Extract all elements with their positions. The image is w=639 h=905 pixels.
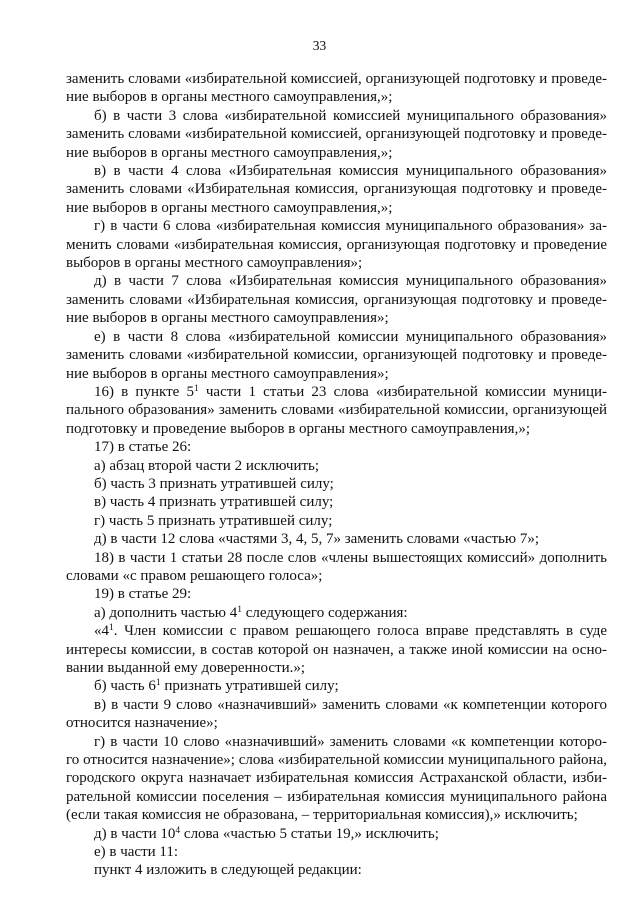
text-line: ние выборов в органы местного самоуправления,»; [66, 199, 393, 216]
document-body [66, 70, 607, 880]
text-line: е) в части 8 слова «избирательной комиссии муниципального образования» [94, 328, 607, 345]
text-line: в) часть 4 признать утратившей силу; [94, 494, 334, 511]
text-line: в) в части 9 слово «назначивший» заменить словами «к компетенции которого [94, 696, 607, 713]
text-line: 18) в части 1 статьи 28 после слов «члены вышестоящих комиссий» дополнить [94, 549, 607, 566]
text-line: вании выданной ему доверенности.»; [66, 660, 306, 676]
text-line: 19) в статье 29: [94, 586, 192, 603]
page-number: 33 [312, 38, 327, 53]
text-line: 17) в статье 26: [94, 439, 192, 456]
text-line: выборов в органы местного самоуправления»; [66, 255, 363, 272]
text-line: г) в части 10 слово «назначивший» заменить словами «к компетенции которо- [94, 733, 607, 750]
superscript-index: 4 [175, 825, 181, 836]
text-line: относится назначение»; [66, 715, 218, 732]
text-line: заменить словами «избирательной комиссией, организующей подготовку и проведе- [66, 71, 607, 87]
text-line: интересы комиссии, в состав которой он назначен, а также иной комиссии на осно- [66, 641, 607, 658]
text-line: «$4^1$. Член комиссии с правом решающего голоса вправе представлять в суде [94, 623, 607, 640]
text-line: б) в части 3 слова «избирательной комиссией муниципального образования» [94, 107, 607, 124]
text-line: заменить словами «Избирательная комиссия, организующая подготовку и проведе- [66, 291, 607, 308]
text-line: а) дополнить частью $4^1$ следующего содержания: [94, 604, 408, 621]
text-line: пункт 4 изложить в следующей редакции: [94, 862, 362, 879]
superscript-index: 1 [193, 383, 199, 394]
text-line: в) в части 4 слова «Избирательная комиссия муниципального образования» [94, 163, 607, 180]
text-line: ние выборов в органы местного самоуправления,»; [66, 144, 393, 161]
text-line: пального образования» заменить словами «избирательной комиссии, организующей [66, 402, 607, 419]
text-line: д) в части $10^4$ слова «частью 5 статьи 19,» исключить; [94, 825, 439, 842]
text-line: г) в части 6 слова «избирательная комиссия муниципального образования» за- [94, 218, 607, 235]
text-line: словами «с правом решающего голоса»; [66, 567, 323, 584]
text-line: заменить словами «избирательной комиссией, организующей подготовку и проведе- [66, 126, 607, 143]
text-line: менить словами «избирательная комиссия, организующая подготовку и проведение [66, 236, 607, 253]
text-line: д) в части 7 слова «Избирательная комиссия муниципального образования» [94, 273, 607, 290]
text-line: ние выборов в органы местного самоуправления»; [66, 310, 389, 327]
text-line: рательной комиссии поселения – избирательная комиссия муниципального района [66, 788, 607, 805]
text-line: заменить словами «избирательной комиссии, организующей подготовку и проведе- [66, 347, 607, 364]
text-line: (если такая комиссия не образована, – территориальная комиссия),» исключить; [66, 807, 578, 824]
text-line: д) в части 12 слова «частями 3, 4, 5, 7» заменить словами «частью 7»; [94, 531, 539, 548]
text-line: 16) в пункте $5^1$ части 1 статьи 23 слова «избирательной комиссии муници- [94, 383, 607, 400]
text-line: заменить словами «Избирательная комиссия, организующая подготовку и проведе- [66, 181, 607, 198]
text-line: городского округа назначает избирательная комиссия Астраханской области, изби- [66, 770, 607, 787]
text-line: ние выборов в органы местного самоуправления,»; [66, 89, 393, 106]
text-line: е) в части 11: [94, 844, 179, 861]
text-line: б) часть $6^1$ признать утратившей силу; [94, 678, 339, 695]
text-line: г) часть 5 признать утратившей силу; [94, 512, 333, 529]
superscript-index: 1 [109, 623, 114, 634]
text-line: го относится назначение»; слова «избирательной комиссии муниципального района, [66, 752, 607, 769]
superscript-index: 1 [237, 604, 243, 615]
text-line: б) часть 3 признать утратившей силу; [94, 475, 334, 492]
text-line: подготовку и проведение выборов в органы местного самоуправления,»; [66, 420, 531, 437]
superscript-index: 1 [155, 678, 161, 689]
text-line: а) абзац второй части 2 исключить; [94, 457, 320, 474]
text-line: ние выборов в органы местного самоуправления»; [66, 365, 389, 382]
